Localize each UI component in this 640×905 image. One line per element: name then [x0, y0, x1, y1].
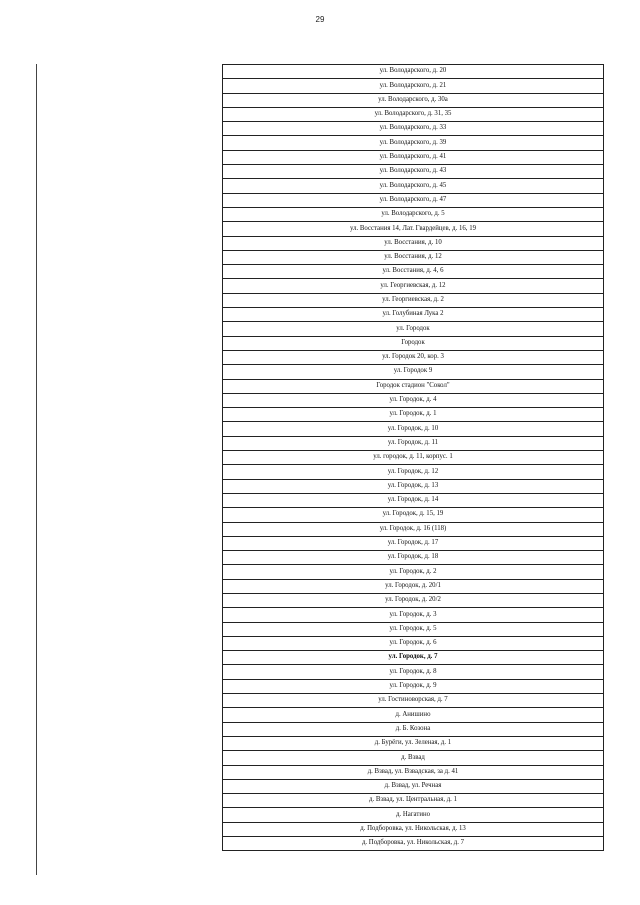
address-cell: ул. Володарского, д. 45 — [223, 179, 604, 193]
address-cell: д. Анишино — [223, 708, 604, 722]
table-row — [223, 350, 604, 364]
address-cell: ул. Володарского, д. 20 — [223, 65, 604, 79]
table-row — [223, 465, 604, 479]
address-cell: ул. Городок, д. 20/1 — [223, 579, 604, 593]
address-cell: ул. городок, д. 11, корпус. 1 — [223, 451, 604, 465]
table-row — [223, 179, 604, 193]
address-cell: ул. Восстания 14, Лат. Гвардейцев, д. 16, 19 — [223, 222, 604, 236]
address-cell: ул. Георгиевская, д. 2 — [223, 293, 604, 307]
table-row — [223, 408, 604, 422]
table-row — [223, 293, 604, 307]
address-cell: ул. Городок, д. 6 — [223, 636, 604, 650]
table-row — [223, 751, 604, 765]
table-row — [223, 651, 604, 665]
address-cell: ул. Городок — [223, 322, 604, 336]
address-cell: д. Подборовка, ул. Никольская, д. 7 — [223, 837, 604, 851]
table-row — [223, 808, 604, 822]
table-row — [223, 79, 604, 93]
table-row — [223, 207, 604, 221]
address-cell: ул. Городок, д. 4 — [223, 393, 604, 407]
table-row — [223, 708, 604, 722]
address-cell: ул. Володарского, д. 39 — [223, 136, 604, 150]
address-cell: д. Б. Козона — [223, 722, 604, 736]
table-row — [223, 679, 604, 693]
address-cell: ул. Володарского, д. 47 — [223, 193, 604, 207]
address-cell: ул. Володарского, д. 33 — [223, 122, 604, 136]
address-cell: ул. Володарского, д. 21 — [223, 79, 604, 93]
table-row — [223, 65, 604, 79]
address-cell: ул. Городок, д. 10 — [223, 422, 604, 436]
table-row — [223, 565, 604, 579]
table-row — [223, 422, 604, 436]
table-row — [223, 493, 604, 507]
table-row — [223, 736, 604, 750]
address-cell: д. Взвад — [223, 751, 604, 765]
address-cell: ул. Володарского, д. 30а — [223, 93, 604, 107]
address-cell: ул. Городок 20, кор. 3 — [223, 350, 604, 364]
address-cell: д. Нагатино — [223, 808, 604, 822]
address-cell: ул. Городок, д. 5 — [223, 622, 604, 636]
address-cell: д. Взвад, ул. Речная — [223, 779, 604, 793]
address-cell: ул. Городок, д. 16 (118) — [223, 522, 604, 536]
table-row — [223, 608, 604, 622]
address-cell: ул. Городок, д. 8 — [223, 665, 604, 679]
table-row — [223, 336, 604, 350]
address-cell: ул. Городок, д. 18 — [223, 551, 604, 565]
page-number: 29 — [315, 15, 325, 24]
address-cell: ул. Городок, д. 2 — [223, 565, 604, 579]
address-cell: ул. Городок, д. 11 — [223, 436, 604, 450]
address-cell: д. Взвад, ул. Центральная, д. 1 — [223, 794, 604, 808]
address-cell: ул. Володарского, д. 31, 35 — [223, 107, 604, 121]
address-cell: ул. Городок, д. 12 — [223, 465, 604, 479]
table-row — [223, 436, 604, 450]
table-row — [223, 794, 604, 808]
address-cell: ул. Володарского, д. 41 — [223, 150, 604, 164]
address-cell: ул. Городок 9 — [223, 365, 604, 379]
address-cell: д. Бурёги, ул. Зеленая, д. 1 — [223, 736, 604, 750]
address-cell: ул. Городок, д. 14 — [223, 493, 604, 507]
left-margin-rule — [36, 64, 37, 875]
address-cell: ул. Городок, д. 17 — [223, 536, 604, 550]
address-cell: ул. Городок, д. 7 — [223, 651, 604, 665]
address-cell: д. Взвад, ул. Взвадская, за д. 41 — [223, 765, 604, 779]
address-cell: ул. Городок, д. 15, 19 — [223, 508, 604, 522]
table-row — [223, 593, 604, 607]
table-row — [223, 236, 604, 250]
address-cell: ул. Городок, д. 13 — [223, 479, 604, 493]
address-cell: ул. Восстания, д. 4, 6 — [223, 265, 604, 279]
table-row — [223, 122, 604, 136]
table-row — [223, 308, 604, 322]
address-cell: ул. Володарского, д. 43 — [223, 165, 604, 179]
table-row — [223, 193, 604, 207]
table-row — [223, 165, 604, 179]
table-row — [223, 365, 604, 379]
table-row — [223, 822, 604, 836]
address-cell: ул. Городок, д. 1 — [223, 408, 604, 422]
table-row — [223, 765, 604, 779]
table-row — [223, 579, 604, 593]
table-row — [223, 136, 604, 150]
address-cell: Городок — [223, 336, 604, 350]
table-row — [223, 393, 604, 407]
table-row — [223, 107, 604, 121]
table-row — [223, 265, 604, 279]
table-row — [223, 150, 604, 164]
table-row — [223, 665, 604, 679]
address-cell: ул. Городок, д. 3 — [223, 608, 604, 622]
address-cell: Городок стадион "Сокол" — [223, 379, 604, 393]
table-row — [223, 250, 604, 264]
table-row — [223, 694, 604, 708]
address-cell: ул. Гостиноворская, д. 7 — [223, 694, 604, 708]
table-row — [223, 522, 604, 536]
address-cell: ул. Георгиевская, д. 12 — [223, 279, 604, 293]
table-row — [223, 322, 604, 336]
address-cell: ул. Восстания, д. 10 — [223, 236, 604, 250]
table-row — [223, 837, 604, 851]
address-cell: ул. Восстания, д. 12 — [223, 250, 604, 264]
table-row — [223, 636, 604, 650]
table-row — [223, 451, 604, 465]
table-row — [223, 622, 604, 636]
address-table-body — [223, 65, 604, 851]
address-cell: ул. Володарского, д. 5 — [223, 207, 604, 221]
table-row — [223, 93, 604, 107]
table-row — [223, 508, 604, 522]
address-cell: ул. Городок, д. 20/2 — [223, 593, 604, 607]
address-cell: ул. Голубиная Лука 2 — [223, 308, 604, 322]
table-row — [223, 479, 604, 493]
address-table — [222, 64, 604, 851]
table-row — [223, 779, 604, 793]
table-row — [223, 379, 604, 393]
table-row — [223, 536, 604, 550]
address-cell: д. Подборовка, ул. Никольская, д. 13 — [223, 822, 604, 836]
table-row — [223, 722, 604, 736]
table-row — [223, 551, 604, 565]
address-cell: ул. Городок, д. 9 — [223, 679, 604, 693]
table-row — [223, 222, 604, 236]
table-row — [223, 279, 604, 293]
